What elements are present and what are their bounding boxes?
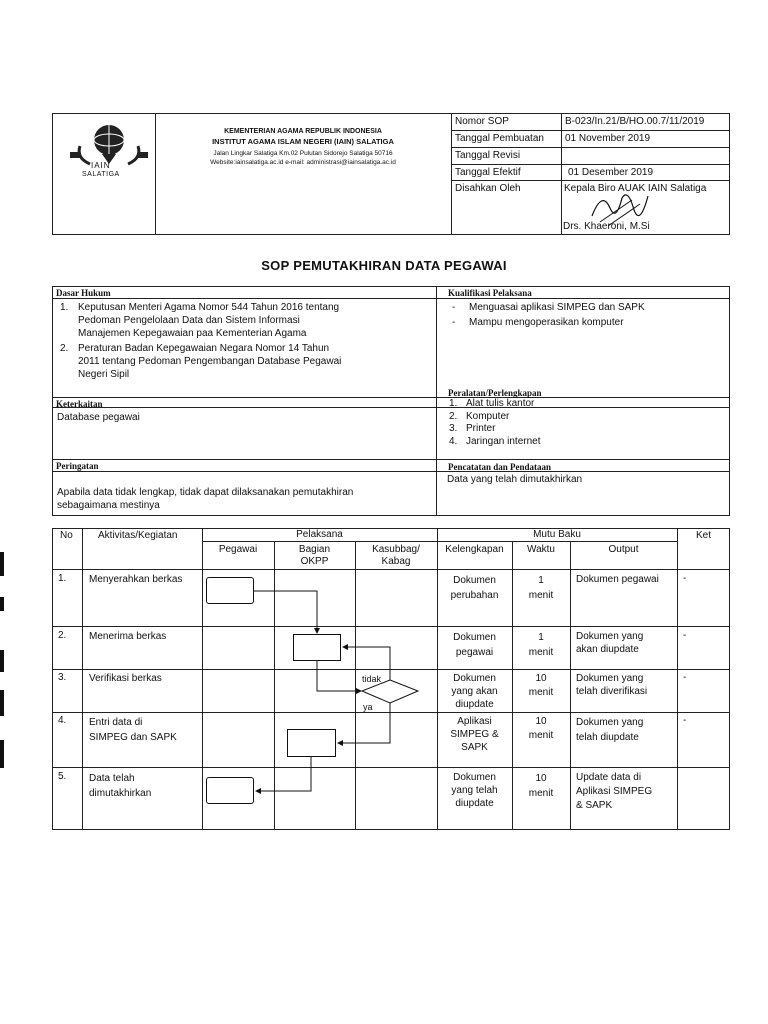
col-header-waktu: Waktu [527, 544, 555, 555]
dasar-hukum-2-line-1: Peraturan Badan Kepegawaian Negara Nomor 14 Tahun [78, 343, 330, 354]
meta-value-nomor-sop: B-023/In.21/B/HO.00.7/11/2019 [565, 116, 705, 127]
flow-label-ya: ya [363, 702, 373, 712]
peringatan-line-2: sebagaimana mestinya [57, 500, 160, 511]
peralatan-item: Alat tulis kantor [466, 398, 535, 409]
row-3-kelengkapan: Dokumen yang akan diupdate [451, 673, 498, 710]
kualifikasi-heading: Kualifikasi Pelaksana [448, 288, 532, 298]
pencatatan-heading: Pencatatan dan Pendataan [448, 462, 552, 472]
dasar-hukum-1-line-1: Keputusan Menteri Agama Nomor 544 Tahun 2016 tentang [78, 302, 340, 313]
dasar-hukum-2-line-2: 2011 tentang Pedoman Pengembangan Database Pegawai [78, 356, 342, 367]
row-2-output: Dokumen yang akan diupdate [576, 631, 644, 655]
row-1-kelengkapan: Dokumen perubahan [450, 575, 499, 601]
col-header-mutu-baku: Mutu Baku [533, 529, 581, 540]
peralatan-item: Printer [466, 423, 496, 434]
dasar-hukum-2-line-3: Negeri Sipil [78, 369, 130, 380]
meta-label-tanggal-pembuatan: Tanggal Pembuatan [455, 133, 544, 144]
meta-value-tanggal-pembuatan: 01 November 2019 [565, 133, 651, 144]
row-4-kelengkapan: Aplikasi SIMPEG & SAPK [450, 716, 499, 753]
kualifikasi-item: Mampu mengoperasikan komputer [469, 317, 624, 328]
row-5-waktu: 10 menit [528, 773, 554, 799]
row-1-waktu: 1 menit [528, 575, 554, 601]
signer-name: Drs. Khaeroni, M.Si [563, 221, 650, 232]
dasar-hukum-1-line-3: Manajemen Kepegawaian paa Kementerian Agama [78, 328, 307, 339]
meta-label-disahkan-oleh: Disahkan Oleh [455, 183, 521, 194]
row-2-kelengkapan: Dokumen pegawai [453, 632, 496, 658]
peringatan-line-1: Apabila data tidak lengkap, tidak dapat dilaksanakan pemutakhiran [57, 487, 354, 498]
institution-line-1: KEMENTERIAN AGAMA REPUBLIK INDONESIA [224, 128, 382, 135]
row-3-aktivitas: Verifikasi berkas [89, 673, 162, 684]
col-header-pelaksana: Pelaksana [296, 529, 343, 540]
kualifikasi-dash: - [452, 317, 456, 328]
peralatan-item: Jaringan internet [466, 436, 541, 447]
col-header-no: No [60, 530, 73, 541]
meta-label-nomor-sop: Nomor SOP [455, 116, 509, 127]
row-2-waktu: 1 menit [528, 632, 554, 658]
row-3-no: 3. [58, 672, 67, 683]
peralatan-item: Komputer [466, 411, 510, 422]
col-header-bagian-okpp: Bagian OKPP [298, 544, 331, 567]
col-header-kasubbag: Kasubbag/ Kabag [372, 544, 420, 567]
peralatan-heading: Peralatan/Perlengkapan [448, 388, 542, 398]
flow-label-tidak: tidak [362, 674, 382, 684]
keterkaitan-heading: Keterkaitan [56, 399, 103, 409]
col-header-aktivitas: Aktivitas/Kegiatan [98, 530, 178, 541]
peralatan-num: 1. [449, 398, 458, 409]
logo-text-iain: IAIN [91, 161, 111, 170]
row-4-aktivitas: Entri data di SIMPEG dan SAPK [89, 717, 177, 743]
peringatan-heading: Peringatan [56, 461, 99, 471]
row-4-no: 4. [58, 715, 67, 726]
pencatatan-text: Data yang telah dimutakhirkan [447, 474, 583, 485]
row-5-output: Update data di Aplikasi SIMPEG & SAPK [576, 772, 653, 811]
col-header-ket: Ket [695, 530, 711, 541]
peralatan-num: 3. [449, 423, 458, 434]
meta-label-tanggal-revisi: Tanggal Revisi [455, 150, 521, 161]
row-2-no: 2. [58, 630, 67, 641]
address-line-1: Jalan Lingkar Salatiga Km.02 Pulutan Sidorejo Salatiga 50716 [213, 150, 393, 157]
dasar-hukum-num-1: 1. [60, 302, 69, 313]
row-2-aktivitas: Menerima berkas [89, 631, 167, 642]
row-3-waktu: 10 menit [528, 673, 554, 698]
row-1-ket: - [683, 573, 687, 584]
peralatan-num: 4. [449, 436, 458, 447]
row-5-aktivitas: Data telah dimutakhirkan [89, 773, 152, 799]
row-4-output: Dokumen yang telah diupdate [576, 717, 644, 743]
keterkaitan-text: Database pegawai [57, 412, 140, 423]
row-3-ket: - [683, 672, 687, 683]
row-2-ket: - [683, 630, 687, 641]
meta-value-tanggal-efektif: 01 Desember 2019 [568, 167, 654, 178]
page-title: SOP PEMUTAKHIRAN DATA PEGAWAI [261, 258, 507, 273]
row-4-ket: - [683, 715, 687, 726]
dasar-hukum-1-line-2: Pedoman Pengelolaan Data dan Sistem Informasi [78, 315, 300, 326]
logo-text-salatiga: SALATIGA [82, 171, 120, 178]
institution-line-2: INSTITUT AGAMA ISLAM NEGERI (IAIN) SALATIGA [212, 137, 394, 146]
dasar-hukum-num-2: 2. [60, 343, 69, 354]
kualifikasi-dash: - [452, 302, 456, 313]
col-header-kelengkapan: Kelengkapan [445, 544, 504, 555]
row-4-waktu: 10 menit [528, 716, 554, 741]
peralatan-num: 2. [449, 411, 458, 422]
row-1-no: 1. [58, 573, 67, 584]
kualifikasi-item: Menguasai aplikasi SIMPEG dan SAPK [469, 302, 645, 313]
dasar-hukum-heading: Dasar Hukum [56, 288, 111, 298]
col-header-output: Output [608, 544, 639, 555]
col-header-pegawai: Pegawai [218, 544, 258, 555]
meta-label-tanggal-efektif: Tanggal Efektif [455, 167, 521, 178]
meta-value-disahkan-oleh: Kepala Biro AUAK IAIN Salatiga [564, 183, 707, 194]
row-5-no: 5. [58, 771, 67, 782]
row-3-output: Dokumen yang telah diverifikasi [576, 673, 648, 697]
row-1-output: Dokumen pegawai [576, 574, 659, 585]
row-1-aktivitas: Menyerahkan berkas [89, 574, 183, 585]
flow-decision-diamond [362, 680, 418, 703]
address-line-2: Website:iainsalatiga.ac.id e-mail: administrasi@iainsalatiga.ac.id [210, 159, 396, 166]
row-5-kelengkapan: Dokumen yang telah diupdate [451, 772, 498, 809]
